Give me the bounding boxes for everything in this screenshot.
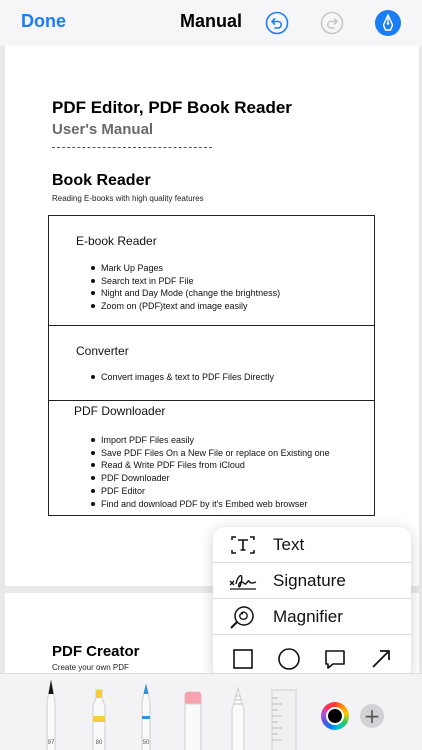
add-annotation-button[interactable] xyxy=(360,704,384,728)
list-item: Mark Up Pages xyxy=(91,262,280,275)
menu-item-magnifier[interactable] xyxy=(213,599,411,635)
menu-item-label: Magnifier xyxy=(273,607,343,626)
menu-item-text[interactable] xyxy=(213,527,411,563)
list-item: Save PDF Files On a New File or replace on Existing one xyxy=(91,447,330,460)
document-subtitle: User's Manual xyxy=(52,121,154,138)
speech-bubble-icon[interactable] xyxy=(323,647,347,671)
section-title: Book Reader xyxy=(52,172,151,189)
redo-icon[interactable] xyxy=(320,11,344,35)
markup-button[interactable] xyxy=(375,10,401,36)
table-row xyxy=(49,401,374,517)
pen-tip-icon xyxy=(375,10,401,36)
list-item: Find and download PDF by it's Embed web browser xyxy=(91,498,330,511)
list-item: Import PDF Files easily xyxy=(91,434,330,447)
section-description: Reading E-books with high quality features xyxy=(52,194,204,203)
bullet-list xyxy=(91,371,274,384)
navigation-bar xyxy=(0,0,422,46)
list-item: Search text in PDF File xyxy=(91,275,280,288)
lasso-tool-icon[interactable] xyxy=(226,680,250,750)
undo-icon[interactable] xyxy=(265,11,289,35)
signature-icon xyxy=(228,568,258,594)
magnifier-icon xyxy=(228,604,258,630)
markup-toolbar xyxy=(0,673,422,750)
section-title: PDF Creator xyxy=(52,643,140,660)
list-item: PDF Downloader xyxy=(91,472,330,485)
table-row xyxy=(49,326,374,401)
color-picker-button[interactable] xyxy=(321,702,349,730)
menu-item-label: Text xyxy=(273,535,305,554)
list-item: PDF Editor xyxy=(91,485,330,498)
list-item: Read & Write PDF Files from iCloud xyxy=(91,459,330,472)
square-icon[interactable] xyxy=(231,647,255,671)
pen-width-label: 97 xyxy=(47,740,55,746)
markup-popup-menu xyxy=(213,527,411,680)
bullet-list xyxy=(91,262,280,313)
list-item: Zoom on (PDF)text and image easily xyxy=(91,300,280,313)
circle-icon[interactable] xyxy=(277,647,301,671)
list-item: Convert images & text to PDF Files Directly xyxy=(91,371,274,384)
plus-icon: + xyxy=(363,704,381,728)
menu-item-signature[interactable] xyxy=(213,563,411,599)
done-button[interactable]: Done xyxy=(21,11,66,31)
selected-color-swatch xyxy=(326,707,344,725)
arrow-icon[interactable] xyxy=(369,647,393,671)
ruler-tool-icon[interactable] xyxy=(270,680,298,750)
page-title: Manual xyxy=(179,11,242,31)
row-heading: PDF Downloader xyxy=(74,404,166,418)
eraser-tool-icon[interactable] xyxy=(181,680,205,750)
highlighter-width-label: 80 xyxy=(95,740,103,746)
text-box-icon xyxy=(228,532,258,558)
row-heading: Converter xyxy=(76,344,129,358)
bullet-list xyxy=(91,434,330,510)
table-row xyxy=(49,216,374,326)
row-heading: E-book Reader xyxy=(76,234,157,248)
list-item: Night and Day Mode (change the brightness) xyxy=(91,287,280,300)
document-title: PDF Editor, PDF Book Reader xyxy=(52,98,292,117)
pencil-width-label: 50 xyxy=(142,740,150,746)
section-description: Create your own PDF xyxy=(52,663,129,672)
dashed-divider xyxy=(52,147,212,148)
pdf-page-1 xyxy=(5,46,419,586)
features-table xyxy=(48,215,375,516)
menu-item-label: Signature xyxy=(273,571,346,590)
